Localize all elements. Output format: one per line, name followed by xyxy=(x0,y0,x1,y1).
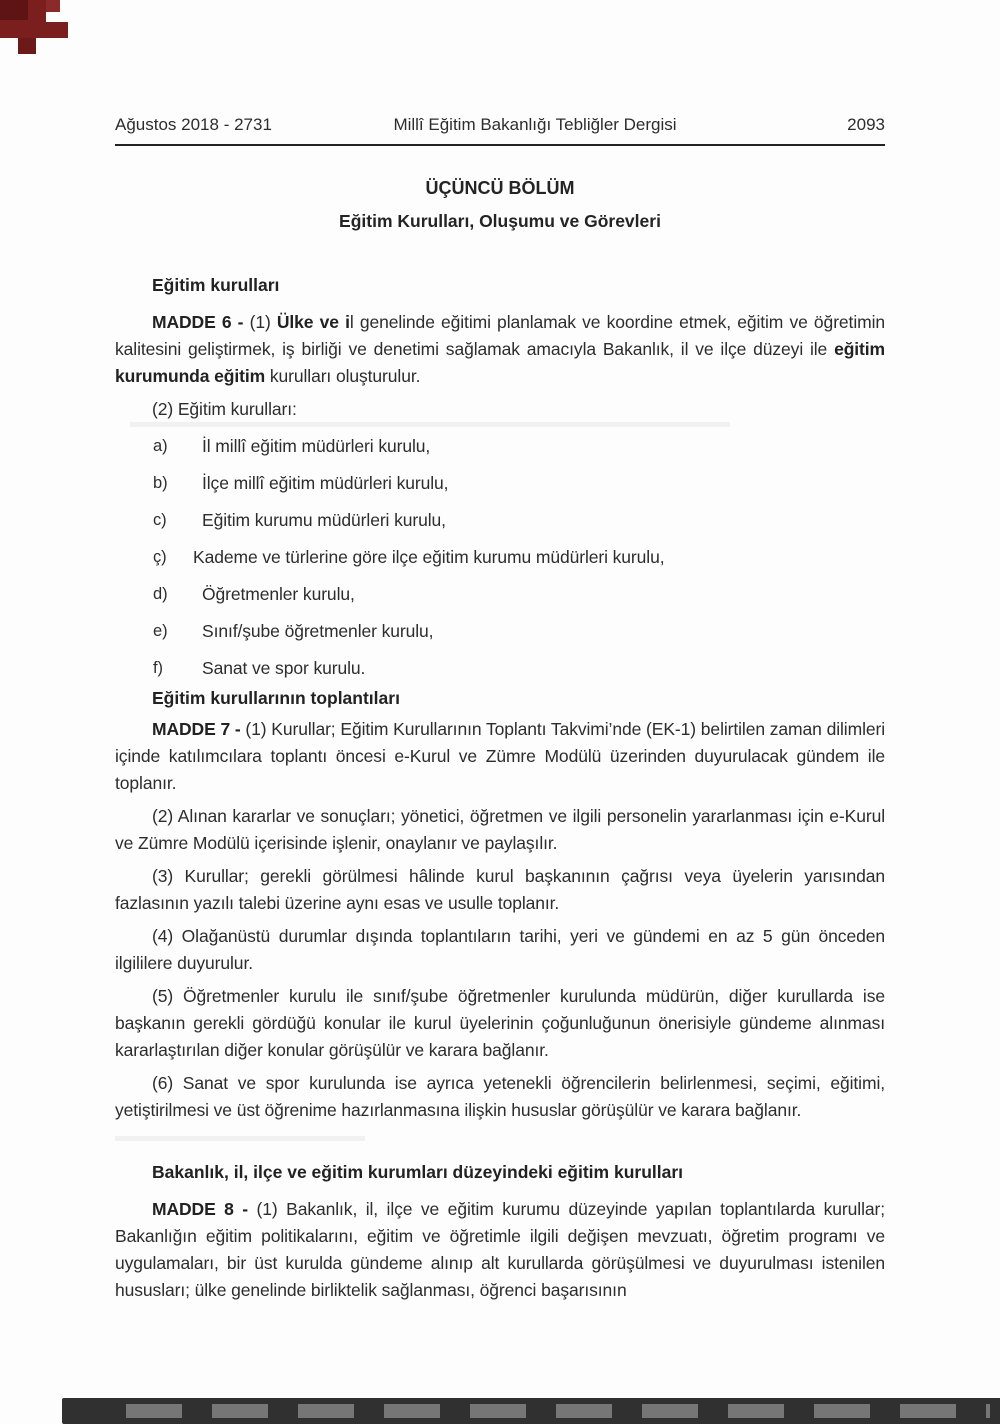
article-7-heading: Eğitim kurullarının toplantıları xyxy=(152,688,400,708)
list-item-text: İl millî eğitim müdürleri kurulu, xyxy=(202,436,431,456)
article-7-paragraph-1: MADDE 7 - (1) Kurullar; Eğitim Kurullarının Toplantı Takvimi’nde (EK-1) belirtilen zaman dilimleri içinde katılımcılara toplantı öncesi e-Kurul ve Zümre Modülü üzerinden duyurulacak gündem ile toplanır. xyxy=(115,719,885,793)
scan-artifact-corner xyxy=(0,0,80,62)
scan-artifact-bottom-blocks xyxy=(96,1404,990,1418)
article-6-paragraph-1: MADDE 6 - (1) Ülke ve il genelinde eğitimi planlamak ve koordine etmek, eğitim ve öğretimin kalitesini geliştirmek, iş birliği ve denetimi sağlamak amacıyla Bakanlık, il ve ilçe düzeyi ile eğitim kurumunda eğitim kurulları oluşturulur. xyxy=(115,312,886,386)
header-issue-date: Ağustos 2018 - 2731 xyxy=(115,115,272,134)
list-item-marker: d) xyxy=(153,585,168,603)
list-item-marker: e) xyxy=(153,622,168,640)
header-page-number: 2093 xyxy=(847,115,885,134)
list-item-marker: ç) xyxy=(153,548,167,566)
article-7-paragraph-4: (4) Olağanüstü durumlar dışında toplantıların tarihi, yeri ve gündemi en az 5 gün önceden ilgililere duyurulur. xyxy=(115,926,885,973)
chapter-subtitle: Eğitim Kurulları, Oluşumu ve Görevleri xyxy=(339,211,661,231)
list-item xyxy=(115,507,885,534)
page-header xyxy=(115,114,885,146)
madde-7-label: MADDE 7 - xyxy=(152,719,246,739)
list-item-text: Sınıf/şube öğretmenler kurulu, xyxy=(202,621,434,641)
chapter-title: ÜÇÜNCÜ BÖLÜM xyxy=(425,178,575,198)
list-item xyxy=(115,618,885,645)
list-item-marker: b) xyxy=(153,474,168,492)
page-content xyxy=(115,0,885,1304)
list-item xyxy=(115,470,885,497)
list-item xyxy=(115,655,885,682)
article-6-paragraph-2: (2) Eğitim kurulları: xyxy=(152,399,297,419)
list-item-text: Sanat ve spor kurulu. xyxy=(202,658,366,678)
article-7-paragraph-2: (2) Alınan kararlar ve sonuçları; yönetici, öğretmen ve ilgili personelin yararlanması için e-Kurul ve Zümre Modülü içerisinde işlenir, onaylanır ve paylaşılır. xyxy=(115,806,885,853)
list-item-text: Öğretmenler kurulu, xyxy=(202,584,355,604)
madde-6-label: MADDE 6 - xyxy=(152,312,250,332)
scan-smudge xyxy=(130,422,730,427)
list-item xyxy=(115,544,885,571)
scan-smudge xyxy=(115,1136,365,1141)
list-item-marker: c) xyxy=(153,511,167,529)
list-item-text: Eğitim kurumu müdürleri kurulu, xyxy=(202,510,446,530)
article-8-heading: Bakanlık, il, ilçe ve eğitim kurumları düzeyindeki eğitim kurulları xyxy=(152,1162,684,1182)
article-6-list xyxy=(115,433,885,682)
list-item-marker: a) xyxy=(153,437,168,455)
list-item-text: İlçe millî eğitim müdürleri kurulu, xyxy=(202,473,449,493)
madde-8-label: MADDE 8 - xyxy=(152,1199,257,1219)
list-item xyxy=(115,433,885,460)
article-7-paragraph-3: (3) Kurullar; gerekli görülmesi hâlinde kurul başkanının çağrısı veya üyelerin yarısından fazlasının yazılı talebi üzerine aynı esas ve usulle toplanır. xyxy=(115,866,885,913)
article-7-paragraph-5: (5) Öğretmenler kurulu ile sınıf/şube öğretmenler kurulunda müdürün, diğer kurullarda ise başkanın gerekli gördüğü konular ile kurul üyelerinin çoğunluğunun önerisiyle gündeme alınması kararlaştırılan diğer konular görüşülür ve karara bağlanır. xyxy=(115,986,885,1060)
list-item xyxy=(115,581,885,608)
list-item-marker: f) xyxy=(153,659,163,677)
header-journal-title: Millî Eğitim Bakanlığı Tebliğler Dergisi xyxy=(393,115,677,134)
article-8-paragraph-1: MADDE 8 - (1) Bakanlık, il, ilçe ve eğitim kurumu düzeyinde yapılan toplantılarda kurullar; Bakanlığın eğitim politikalarını, eğitim ve öğretimle ilgili değişen mevzuatı, öğretim programı ve uygulamaları, bir üst kurulda gündeme alınıp alt kurullarda görüşülmesi ve duyurulması istenilen hususları; ülke genelinde birliktelik sağlanması, öğrenci başarısının xyxy=(115,1199,885,1300)
article-6-heading: Eğitim kurulları xyxy=(152,275,280,295)
scan-artifact-bottom xyxy=(62,1398,1000,1424)
list-item-text: Kademe ve türlerine göre ilçe eğitim kurumu müdürleri kurulu, xyxy=(193,547,665,567)
article-7-paragraph-6: (6) Sanat ve spor kurulunda ise ayrıca yetenekli öğrencilerin belirlenmesi, seçimi, eğitimi, yetiştirilmesi ve üst öğrenime hazırlanmasına ilişkin hususlar görüşülür ve karara bağlanır. xyxy=(115,1073,885,1120)
